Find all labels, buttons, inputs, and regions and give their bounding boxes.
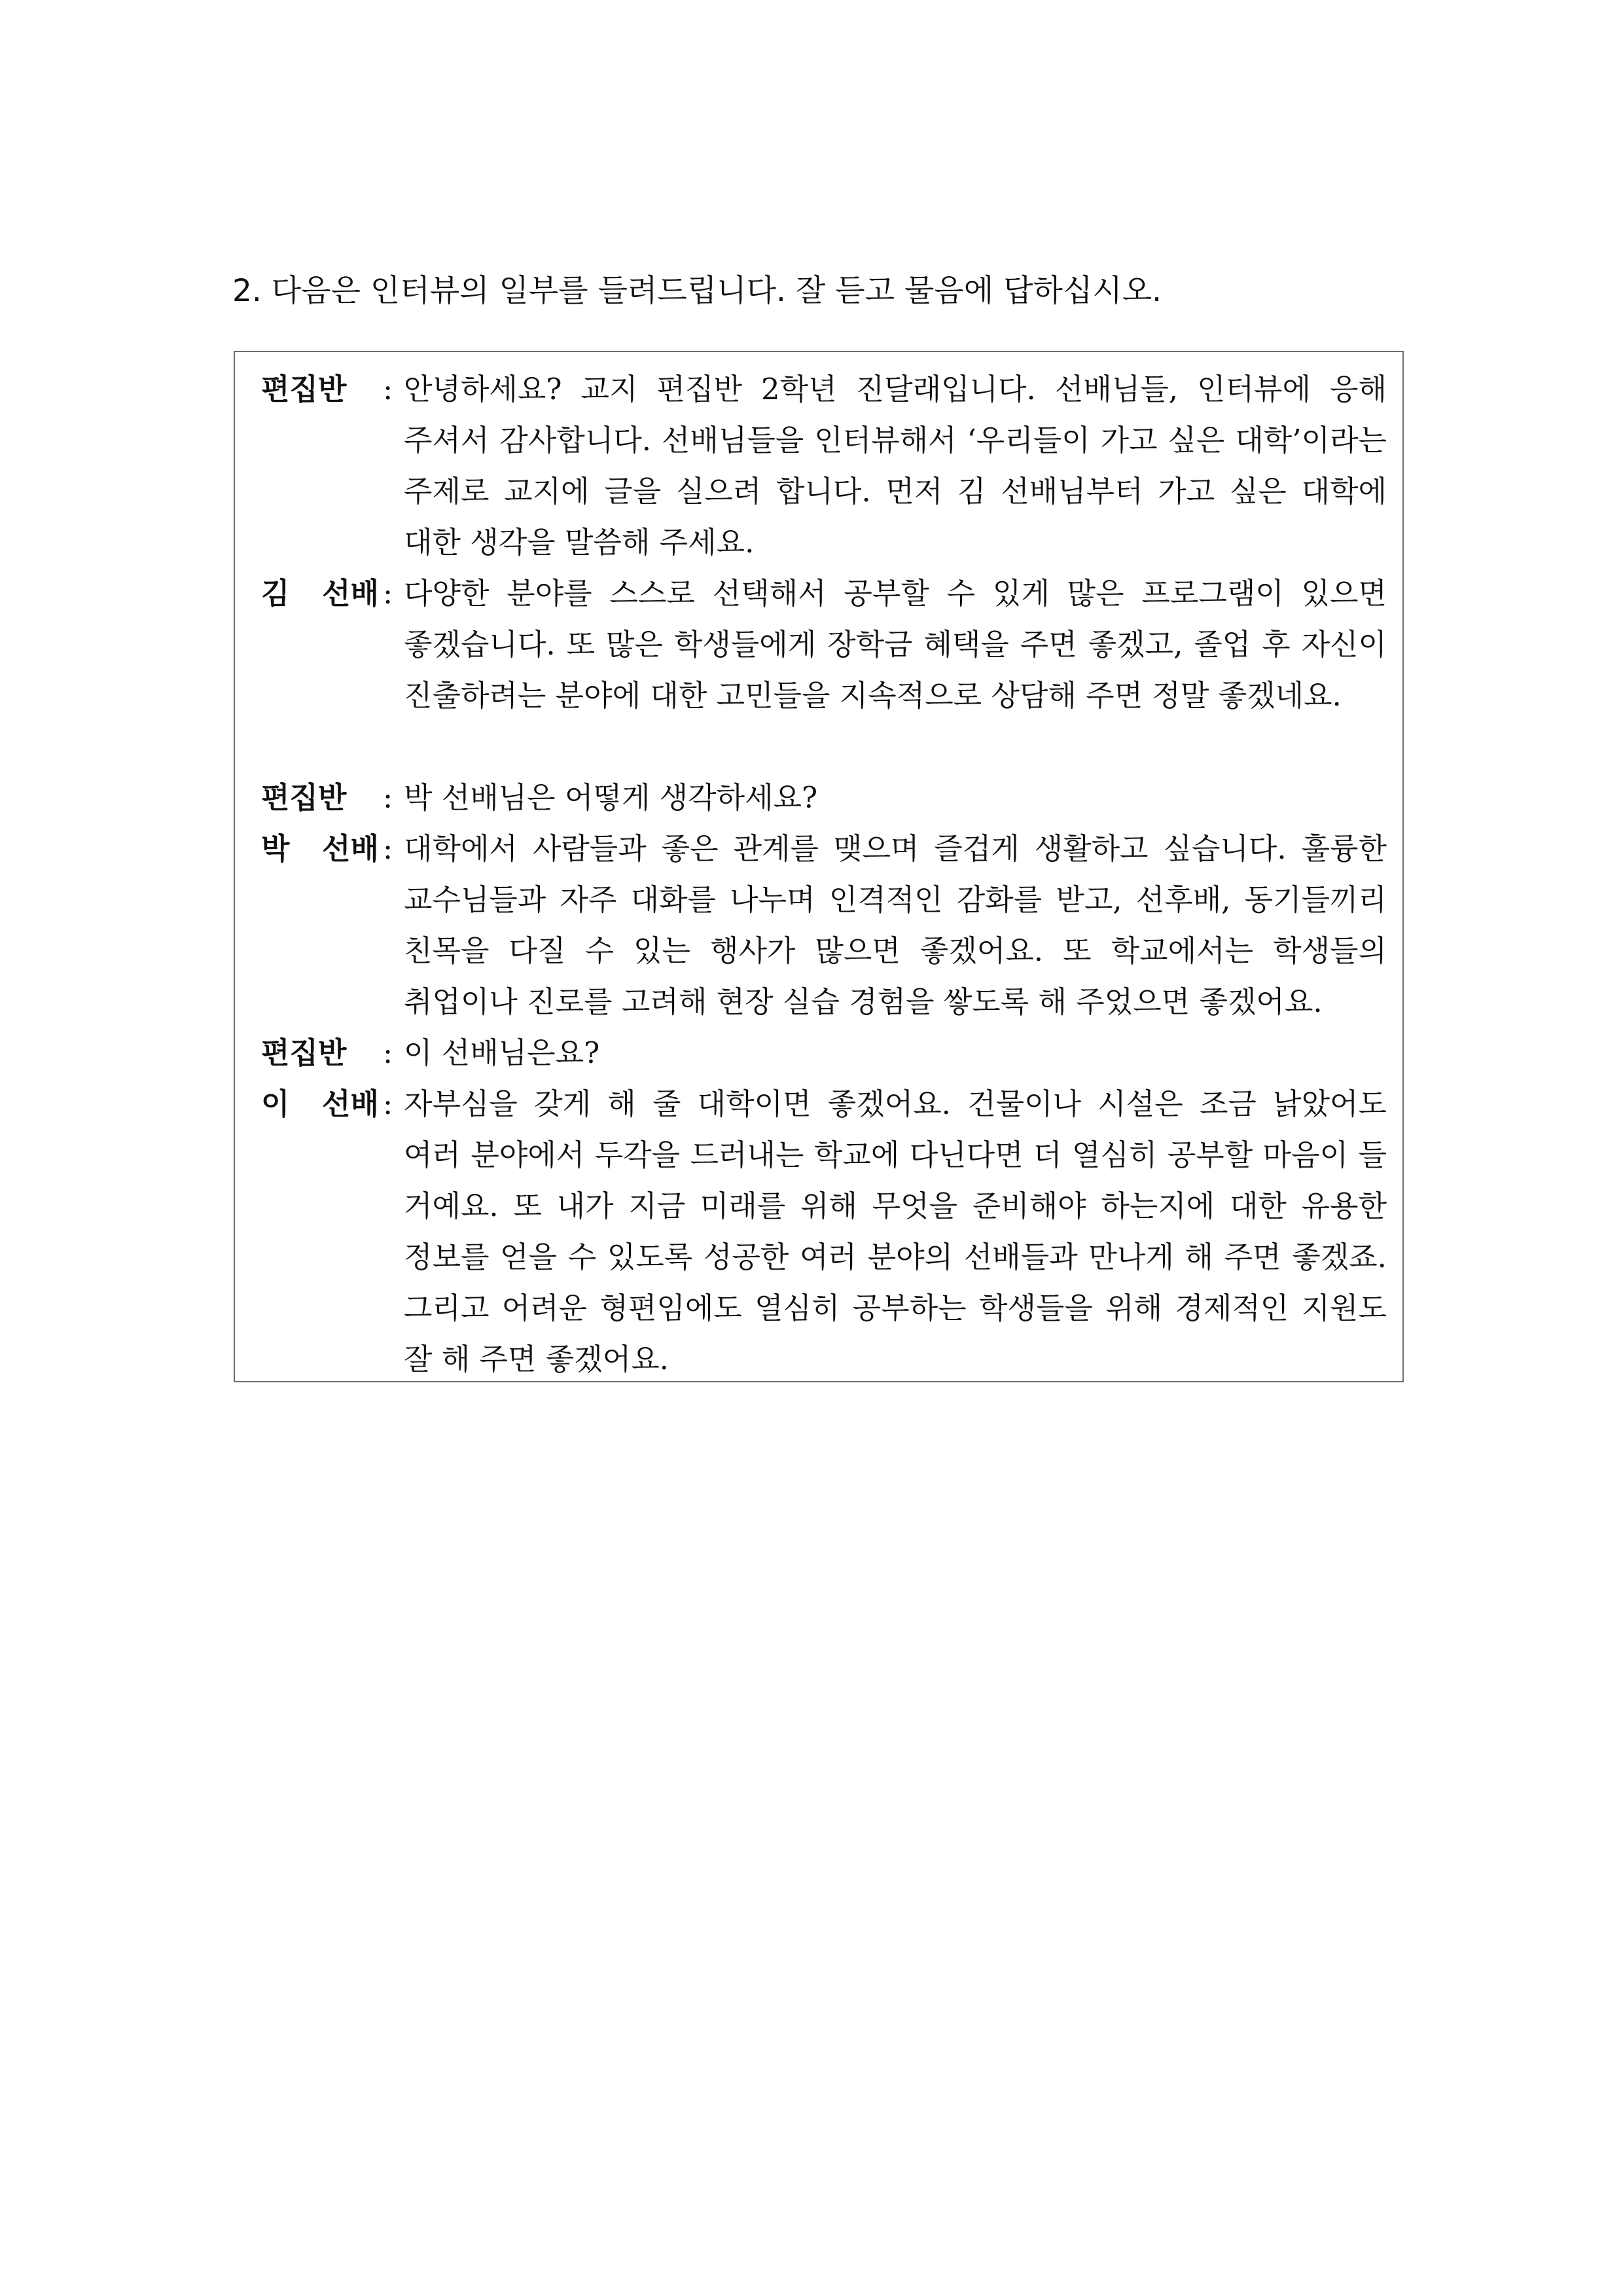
- utterance-text: 박 선배님은 어떻게 생각하세요?: [404, 780, 818, 815]
- utterance-text: 이 선배님은요?: [404, 1035, 600, 1070]
- speaker-label: 김 선배: [261, 576, 379, 611]
- turn-park: [261, 823, 1387, 1028]
- speaker-label: 박 선배: [261, 831, 379, 866]
- speaker-label: 편집반: [261, 780, 347, 815]
- speaker-colon: :: [383, 1035, 393, 1070]
- speaker-label: 편집반: [261, 1035, 347, 1070]
- speaker-colon: :: [383, 372, 393, 406]
- speaker-colon: :: [383, 1086, 393, 1121]
- speaker-label: 이 선배: [261, 1086, 379, 1121]
- turn-lee: [261, 1079, 1387, 1385]
- turn-editor-1: [261, 364, 1387, 568]
- speaker-colon: :: [383, 576, 393, 611]
- utterance-text: 다양한 분야를 스스로 선택해서 공부할 수 있게 많은 프로그램이 있으면 좋겠습니다. 또 많은 학생들에게 장학금 혜택을 주면 좋겠고, 졸업 후 자신이 진출하려는 분야에 대한 고민들을 지속적으로 상담해 주면 정말 좋겠네요.: [404, 576, 1387, 713]
- turn-kim: [261, 568, 1387, 721]
- speaker-colon: :: [383, 780, 393, 815]
- speaker-colon: :: [383, 831, 393, 866]
- utterance-text: 자부심을 갖게 해 줄 대학이면 좋겠어요. 건물이나 시설은 조금 낡았어도 여러 분야에서 두각을 드러내는 학교에 다닌다면 더 열심히 공부할 마음이 들 거예요. 또 내가 지금 미래를 위해 무엇을 준비해야 하는지에 대한 유용한 정보를 얻을 수 있도록 성공한 여러 분야의 선배들과 만나게 해 주면 좋겠죠. 그리고 어려운 형편임에도 열심히 공부하는 학생들을 위해 경제적인 지원도 잘 해 주면 좋겠어요.: [404, 1086, 1387, 1376]
- speaker-label: 편집반: [261, 372, 347, 406]
- question-heading: 2. 다음은 인터뷰의 일부를 들려드립니다. 잘 듣고 물음에 답하십시오.: [232, 273, 1162, 309]
- utterance-text: 대학에서 사람들과 좋은 관계를 맺으며 즐겁게 생활하고 싶습니다. 훌륭한 교수님들과 자주 대화를 나누며 인격적인 감화를 받고, 선후배, 동기들끼리 친목을 다질 수 있는 행사가 많으면 좋겠어요. 또 학교에서는 학생들의 취업이나 진로를 고려해 현장 실습 경험을 쌓도록 해 주었으면 좋겠어요.: [404, 831, 1387, 1019]
- turn-editor-2: [261, 772, 1387, 823]
- utterance-text: 안녕하세요? 교지 편집반 2학년 진달래입니다. 선배님들, 인터뷰에 응해 주셔서 감사합니다. 선배님들을 인터뷰해서 ‘우리들이 가고 싶은 대학’이라는 주제로 교지에 글을 실으려 합니다. 먼저 김 선배님부터 가고 싶은 대학에 대한 생각을 말씀해 주세요.: [404, 372, 1387, 560]
- interview-transcript-box: [234, 351, 1404, 1382]
- turn-editor-3: [261, 1028, 1387, 1079]
